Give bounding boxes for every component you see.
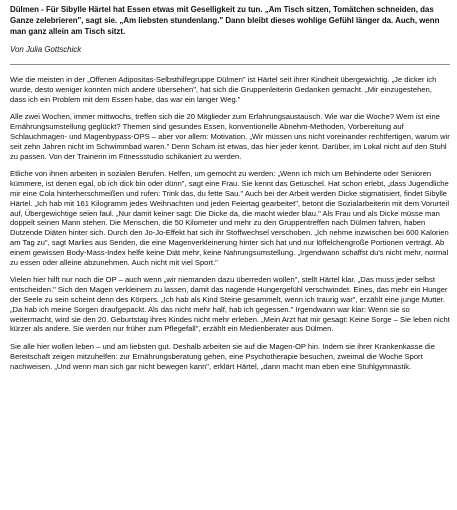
- divider: [10, 64, 450, 65]
- article-paragraph: Sie alle hier wollen leben – und am liebsten gut. Deshalb arbeiten sie auf die Magen-OP hin. Indem sie ihrer Krankenkasse die Bereitschaft zeigen mitzuhelfen: zur Ernährungsberatung gehen, eine Psychotherapie besuchen, zweimal die Woche Sport nachweisen. „Und wenn man sich gar nicht bewegen kann", erklärt Härtel, „dann macht man eben eine Stuhlgymnastik.: [10, 342, 435, 371]
- article-lead: Dülmen - Für Sibylle Härtel hat Essen etwas mit Geselligkeit zu tun. „Am Tisch sitzen, Tomätchen schneiden, das Ganze zelebrieren", sagt sie. „Am liebsten stundenlang." Dann bleibt dieses wohlige Gefühl länger da. Auch, wenn man ganz allein am Tisch sitzt.: [10, 5, 440, 36]
- article-author: Von Julia Gottschick: [10, 45, 82, 54]
- article-paragraph: Vielen hier hilft nur noch die OP – auch wenn „wir niemanden dazu überreden wollen", stellt Härtel klar. „Das muss jeder selbst entscheiden." Sich den Magen verkleinern zu lassen, damit das nagende Hungergefühl verschwindet. Eines, das mehr ein Hunger der Seele zu sein scheint denn des Körpers. „Ich hab als Kind Steine gesammelt, wenn ich traurig war", erzählt eine junge Mutter. „Da hab ich meine Sorgen draufgepackt. Als das nicht mehr half, hab ich gegessen." Irgendwann war klar: Wenn sie so weitermacht, wird sie den 20. Geburtstag ihres Kindes nicht mehr erleben. „Mein Arzt hat mir gesagt: Keine Sorge – Sie leben nicht kürzer als andere. Sie werden nur früher zum Pflegefall", erzählt ein Medienberater aus Dülmen.: [10, 275, 450, 334]
- article-paragraph: Wie die meisten in der „Offenen Adipositas-Selbsthilfegruppe Dülmen" ist Härtel seit ihrer Kindheit übergewichtig. „Je dicker ich wurde, desto weniger konnten mich andere übersehen", hat sich die Gruppenleiterin Gedanken gemacht. „Mir einzugestehen, dass ich ein Problem mit dem Essen habe, das war ein langer Weg.": [10, 75, 437, 104]
- article-paragraph: Etliche von ihnen arbeiten in sozialen Berufen. Helfen, um gemocht zu werden: „Wenn ich mich um Behinderte oder Senioren kümmere, ist denen egal, ob ich dick bin oder dünn", sagt eine Frau. Sie kennt das Getuschel. Hat schon erlebt, „dass Jugendliche mir eine Cola hinterherschmeißen und rufen: Trink das, du fette Sau." Auch bei der Arbeit werden Dicke stigmatisiert, findet Sibylle Härtel. „Ich hab mit 161 Kilogramm jedes Weihnachten und jeden Feiertag gearbeitet", betont die Sozialarbeiterin mit dem Vorurteil auf, Übergewichtige seien faul. „Nur damit keiner sagt: Die Dicke da, die macht wieder blau." Als Frau und als Dicke müsse man doppelt seinen Mann stehen. Die Menschen, die 50 Kilometer und mehr zu den Gruppentreffen nach Dülmen fahren, haben Dutzende Diäten hinter sich. Durch den Jo-Jo-Effekt hat sich ihr Stoffwechsel verschoben. „Ich nehme inzwischen bei 600 Kalorien am Tag zu", sagt Marlies aus Senden, die eine Magenverkleinerung hinter sich hat und nur löffelchengroße Portionen verträgt. Ab einem gewissen Body-Mass-Index helfe keine Diät mehr, keine Nahrungsumstellung. „Irgendwann schaffst du's nicht mehr, normal zu essen oder alleine abzunehmen. Auch nicht mit viel Sport.": [10, 169, 450, 267]
- article-body: [10, 75, 450, 372]
- article-paragraph: Alle zwei Wochen, immer mittwochs, treffen sich die 20 Mitglieder zum Erfahrungsaustausch. Wie war die Woche? Wem ist eine Ernährungsumstellung geglückt? Themen sind gesundes Essen, konventionelle Abnehm-Methoden, Vorbereitung auf Schlauchmagen- und Magenbypass-OPS – aber vor allem: Motivation. „Wir müssen uns nicht voreinander rechtfertigen, warum wir seit zehn Jahren nicht im Schwimmbad waren." Denn Scham ist etwas, das hier jeder kennt. Darüber, im Lokal nicht auf den Stuhl zu passen. Von der Trainerin im Fitnessstudio schikaniert zu werden.: [10, 112, 450, 161]
